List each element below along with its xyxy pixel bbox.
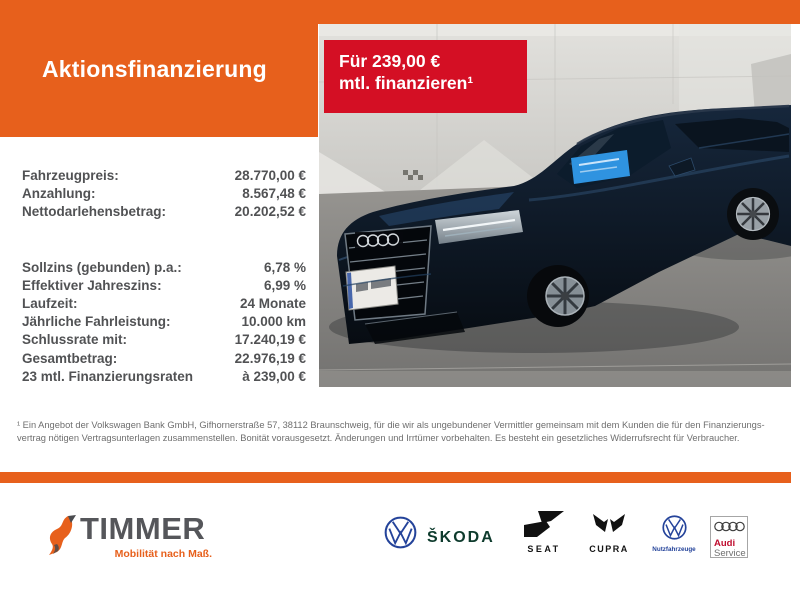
row-label: 23 mtl. Finanzierungsraten — [22, 368, 194, 384]
row-label: Effektiver Jahreszins: — [22, 277, 162, 293]
skoda-logo: ŠKODA — [427, 529, 495, 546]
row-value: 20.202,52 € — [234, 203, 306, 219]
table-row — [22, 166, 306, 184]
seat-s-icon — [524, 511, 564, 537]
seat-logo — [518, 511, 570, 554]
table-row — [22, 313, 306, 331]
price-line-2: mtl. finanzieren¹ — [339, 73, 474, 93]
table-row — [22, 276, 306, 294]
table-row — [22, 331, 306, 349]
row-value: 22.976,19 € — [234, 350, 306, 366]
vw-roundel-icon — [384, 516, 417, 549]
cupra-logo — [578, 512, 640, 554]
audi-word: Audi — [714, 538, 736, 549]
disclaimer-line-2: vertrag nötigen Vertragsunterlagen zusammenstellen. Bonität vorausgesetzt. Änderungen und Irrtümer vorbehalten. Es besteht ein gesetzliches Widerrufsrecht für Verbraucher. — [17, 433, 740, 443]
row-label: Schlussrate mit: — [22, 332, 128, 348]
page-title: Aktionsfinanzierung — [42, 56, 267, 82]
front-wheel — [527, 265, 589, 327]
row-value: 28.770,00 € — [234, 167, 306, 183]
row-value: 8.567,48 € — [242, 185, 306, 201]
license-plate — [346, 266, 398, 310]
timmer-logo-mark — [46, 515, 78, 557]
finance-table-group-1 — [22, 166, 306, 221]
vw-logo — [384, 516, 417, 554]
table-row — [22, 367, 306, 385]
row-label: Anzahlung: — [22, 185, 96, 201]
finance-table-group-2 — [22, 258, 306, 385]
cupra-label: CUPRA — [589, 544, 629, 554]
seat-label: SEAT — [527, 544, 561, 554]
dealer-tagline: Mobilität nach Maß. — [114, 548, 212, 560]
dealer-name: TIMMER — [80, 511, 206, 546]
table-row — [22, 202, 306, 220]
headline-block — [0, 0, 318, 137]
table-row — [22, 184, 306, 202]
audi-rings-logo-icon — [714, 521, 745, 532]
row-label: Jährliche Fahrleistung: — [22, 314, 171, 330]
vw-roundel-small-icon — [662, 515, 687, 540]
row-value: 6,78 % — [263, 259, 306, 275]
service-word: Service — [714, 548, 746, 559]
table-row — [22, 294, 306, 312]
disclaimer-text — [17, 419, 781, 445]
row-label: Sollzins (gebunden) p.a.: — [22, 259, 182, 275]
audi-service-logo — [710, 516, 748, 558]
row-value: 24 Monate — [239, 295, 306, 311]
row-value: 17.240,19 € — [234, 332, 306, 348]
vw-nutzfahrzeuge-logo — [650, 515, 698, 553]
table-row — [22, 258, 306, 276]
row-label: Gesamtbetrag: — [22, 350, 118, 366]
price-box — [324, 40, 527, 113]
row-label: Nettodarlehensbetrag: — [22, 203, 167, 219]
row-value: 6,99 % — [263, 277, 306, 293]
nutzfahrzeuge-label: Nutzfahrzeuge — [652, 546, 696, 553]
row-value: 10.000 km — [241, 314, 306, 330]
disclaimer-line-1: ¹ Ein Angebot der Volkswagen Bank GmbH, Gifhornerstraße 57, 38112 Braunschweig, für die wir als ungebundener Vermittler gemeinsam mit dem Kunden die für den Finanzierungs- — [17, 420, 765, 430]
price-line-1: Für 239,00 € — [339, 51, 441, 71]
rear-wheel — [727, 188, 779, 240]
table-row — [22, 349, 306, 367]
cupra-mark-icon — [591, 512, 627, 537]
row-label: Fahrzeugpreis: — [22, 167, 119, 183]
row-value: à 239,00 € — [242, 368, 306, 384]
row-label: Laufzeit: — [22, 295, 78, 311]
bottom-orange-bar — [0, 472, 791, 483]
